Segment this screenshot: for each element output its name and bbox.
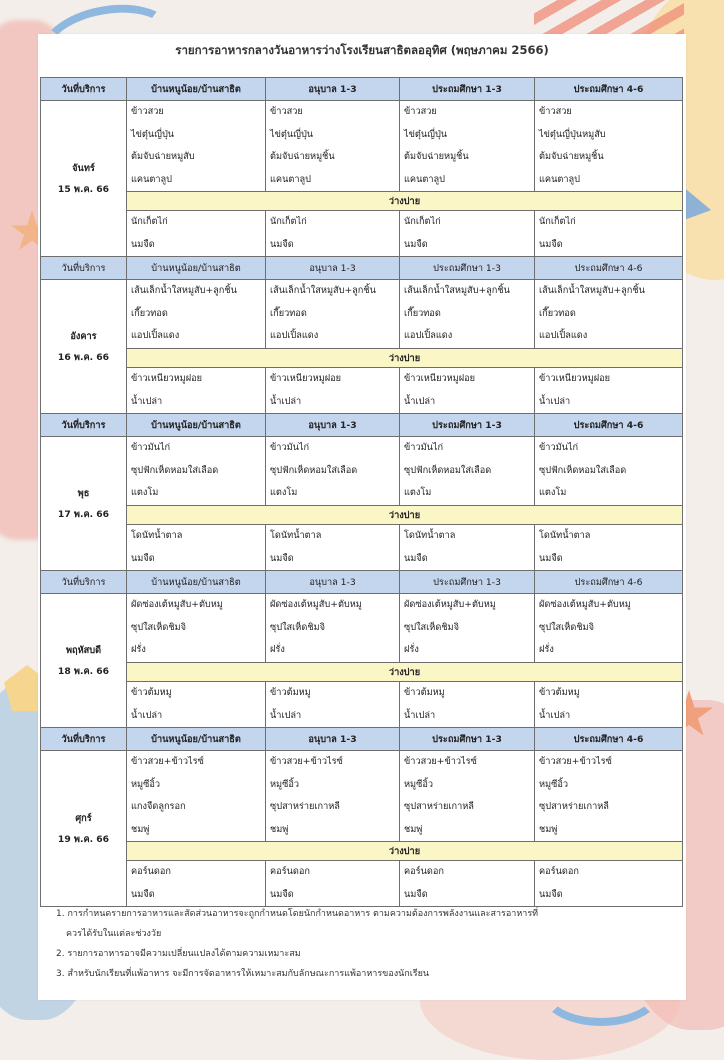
lunch-item: หมูซีอิ้ว xyxy=(404,778,434,790)
snack-cell xyxy=(400,861,535,907)
snack-item: น้ำเปล่า xyxy=(404,709,436,721)
lunch-cell xyxy=(266,101,400,192)
lunch-item: ซุปใสเห็ดชิมจิ xyxy=(539,621,594,633)
lunch-item: เกี๊ยวทอด xyxy=(131,307,168,319)
snack-cell xyxy=(400,211,535,257)
lunch-cell xyxy=(535,101,683,192)
lunch-item: แอปเปิ้ลแดง xyxy=(404,330,453,342)
lunch-cell xyxy=(266,280,400,349)
day-date: 15 พ.ค. 66 xyxy=(57,183,110,195)
lunch-item: แคนตาลูป xyxy=(539,173,580,185)
lunch-item: แกงจืดลูกรอก xyxy=(131,801,186,812)
snack-row xyxy=(41,368,683,414)
lunch-item: ไข่ตุ๋นญี่ปุ่น xyxy=(131,128,175,140)
lunch-item: แอปเปิ้ลแดง xyxy=(539,330,588,342)
note-1-cont: ควรได้รับในแต่ละช่วงวัย xyxy=(66,929,162,939)
lunch-item: เส้นเล็กน้ำใสหมูสับ+ลูกชิ้น xyxy=(270,285,376,297)
afternoon-row xyxy=(41,192,683,211)
afternoon-label: ว่างบ่าย xyxy=(127,663,683,682)
afternoon-row xyxy=(41,506,683,525)
snack-item: โดนัทน้ำตาล xyxy=(404,530,456,541)
snack-item: คอร์นดอก xyxy=(404,866,444,877)
header-col2: อนุบาล 1-3 xyxy=(266,414,400,437)
lunch-item: แตงโม xyxy=(539,487,567,499)
lunch-item: ชมพู่ xyxy=(131,823,150,835)
lunch-row xyxy=(41,594,683,663)
lunch-item: ข้าวสวย+ข้าวไรซ์ xyxy=(270,756,343,767)
snack-cell xyxy=(127,211,266,257)
snack-item: คอร์นดอก xyxy=(539,866,579,877)
lunch-item: ฝรั่ง xyxy=(539,644,554,656)
snack-cell xyxy=(400,682,535,728)
snack-item: น้ำเปล่า xyxy=(539,395,571,407)
lunch-item: ซุปสาหร่ายเกาหลี xyxy=(404,801,474,812)
snack-item: ข้าวเหนียวหมูฝอย xyxy=(131,373,203,384)
afternoon-row xyxy=(41,349,683,368)
snack-item: นมจืด xyxy=(131,552,155,564)
note-1: 1. การกำหนดรายการอาหารและสัดส่วนอาหารจะถูกกำหนดโดยนักกำหนดอาหาร ตามความต้องการพลังงานและสารอาหารที่ xyxy=(56,909,539,919)
lunch-cell xyxy=(127,437,266,506)
header-col1: บ้านหนูน้อย/บ้านสาธิต xyxy=(127,78,266,101)
lunch-item: ชมพู่ xyxy=(270,823,289,835)
lunch-item: ต้มจับฉ่ายหมูชิ้น xyxy=(539,151,604,162)
lunch-item: ซุปใสเห็ดชิมจิ xyxy=(270,621,325,633)
snack-cell xyxy=(535,211,683,257)
header-col0: วันที่บริการ xyxy=(41,257,127,280)
lunch-item: ข้าวสวย xyxy=(131,106,164,117)
header-col4: ประถมศึกษา 4-6 xyxy=(535,414,683,437)
day-cell xyxy=(41,437,127,571)
header-col0: วันที่บริการ xyxy=(41,571,127,594)
lunch-item: ผัดซ่องเต้หมูสับ+ตับหมู xyxy=(404,599,496,611)
header-col1: บ้านหนูน้อย/บ้านสาธิต xyxy=(127,571,266,594)
header-col2: อนุบาล 1-3 xyxy=(266,257,400,280)
notes xyxy=(56,904,666,984)
snack-item: นักเก็ตไก่ xyxy=(270,216,307,227)
snack-item: ข้าวเหนียวหมูฝอย xyxy=(270,373,342,384)
snack-item: คอร์นดอก xyxy=(270,866,310,877)
afternoon-row xyxy=(41,842,683,861)
snack-cell xyxy=(266,368,400,414)
snack-item: นมจืด xyxy=(270,552,294,564)
lunch-cell xyxy=(127,280,266,349)
lunch-cell xyxy=(266,437,400,506)
lunch-item: ต้มจับฉ่ายหมูชิ้น xyxy=(270,151,335,162)
header-col4: ประถมศึกษา 4-6 xyxy=(535,78,683,101)
lunch-item: ต้มจับฉ่ายหมูชิ้น xyxy=(404,151,469,162)
header-col3: ประถมศึกษา 1-3 xyxy=(400,257,535,280)
lunch-item: ซุปฟักเห็ดหอมใส่เลือด xyxy=(404,464,492,476)
snack-item: โดนัทน้ำตาล xyxy=(131,530,183,541)
lunch-item: ซุปฟักเห็ดหอมใส่เลือด xyxy=(270,464,358,476)
snack-item: ข้าวต้มหมู xyxy=(131,687,172,698)
snack-item: นักเก็ตไก่ xyxy=(131,216,168,227)
snack-row xyxy=(41,861,683,907)
afternoon-label: ว่างบ่าย xyxy=(127,192,683,211)
lunch-item: แคนตาลูป xyxy=(404,173,445,185)
snack-cell xyxy=(400,368,535,414)
menu-page xyxy=(38,34,686,1000)
snack-item: โดนัทน้ำตาล xyxy=(270,530,322,541)
snack-cell xyxy=(266,211,400,257)
header-col4: ประถมศึกษา 4-6 xyxy=(535,571,683,594)
snack-item: โดนัทน้ำตาล xyxy=(539,530,591,541)
lunch-item: เกี๊ยวทอด xyxy=(270,307,307,319)
header-col2: อนุบาล 1-3 xyxy=(266,728,400,751)
lunch-item: แอปเปิ้ลแดง xyxy=(131,330,180,342)
lunch-item: ฝรั่ง xyxy=(131,644,146,656)
lunch-item: ซุปฟักเห็ดหอมใส่เลือด xyxy=(131,464,219,476)
lunch-item: แตงโม xyxy=(404,487,432,499)
snack-item: น้ำเปล่า xyxy=(131,709,163,721)
afternoon-label: ว่างบ่าย xyxy=(127,349,683,368)
lunch-item: ข้าวสวย xyxy=(270,106,303,117)
lunch-item: เส้นเล็กน้ำใสหมูสับ+ลูกชิ้น xyxy=(131,285,237,297)
snack-cell xyxy=(127,525,266,571)
afternoon-row xyxy=(41,663,683,682)
day-name: พุธ xyxy=(77,487,90,499)
lunch-item: ไข่ตุ๋นญี่ปุ่นหมูสับ xyxy=(539,128,606,140)
lunch-cell xyxy=(400,751,535,842)
day-date: 19 พ.ค. 66 xyxy=(57,833,110,845)
snack-item: นักเก็ตไก่ xyxy=(539,216,576,227)
snack-item: ข้าวต้มหมู xyxy=(270,687,311,698)
lunch-item: เกี๊ยวทอด xyxy=(539,307,576,319)
lunch-item: ไข่ตุ๋นญี่ปุ่น xyxy=(270,128,314,140)
lunch-cell xyxy=(266,594,400,663)
afternoon-label: ว่างบ่าย xyxy=(127,506,683,525)
lunch-item: ซุปใสเห็ดชิมจิ xyxy=(131,621,186,633)
lunch-cell xyxy=(400,437,535,506)
lunch-cell xyxy=(535,594,683,663)
snack-cell xyxy=(266,682,400,728)
lunch-cell xyxy=(400,101,535,192)
lunch-item: เส้นเล็กน้ำใสหมูสับ+ลูกชิ้น xyxy=(539,285,645,297)
header-col4: ประถมศึกษา 4-6 xyxy=(535,257,683,280)
day-cell xyxy=(41,751,127,907)
header-col1: บ้านหนูน้อย/บ้านสาธิต xyxy=(127,728,266,751)
snack-cell xyxy=(127,682,266,728)
lunch-item: ผัดซ่องเต้หมูสับ+ตับหมู xyxy=(539,599,631,611)
lunch-item: ซุปสาหร่ายเกาหลี xyxy=(539,801,609,812)
page-title: รายการอาหารกลางวันอาหารว่างโรงเรียนสาธิตลออุทิศ (พฤษภาคม 2566) xyxy=(175,43,549,57)
day-name: อังคาร xyxy=(70,330,97,342)
day-cell xyxy=(41,594,127,728)
lunch-item: ซุปใสเห็ดชิมจิ xyxy=(404,621,459,633)
header-col0: วันที่บริการ xyxy=(41,414,127,437)
lunch-cell xyxy=(127,594,266,663)
day-name: จันทร์ xyxy=(72,162,95,174)
lunch-item: แตงโม xyxy=(131,487,159,499)
lunch-item: ต้มจับฉ่ายหมูสับ xyxy=(131,151,195,162)
note-2: 2. รายการอาหารอาจมีความเปลี่ยนแปลงได้ตามความเหมาะสม xyxy=(56,949,301,959)
snack-item: ข้าวต้มหมู xyxy=(404,687,445,698)
lunch-row xyxy=(41,101,683,192)
lunch-cell xyxy=(535,751,683,842)
lunch-item: เกี๊ยวทอด xyxy=(404,307,441,319)
lunch-item: หมูซีอิ้ว xyxy=(131,778,161,790)
lunch-cell xyxy=(535,437,683,506)
lunch-row xyxy=(41,280,683,349)
snack-item: น้ำเปล่า xyxy=(270,709,302,721)
lunch-item: ชมพู่ xyxy=(404,823,423,835)
lunch-item: หมูซีอิ้ว xyxy=(539,778,569,790)
lunch-cell xyxy=(266,751,400,842)
header-row xyxy=(41,728,683,751)
lunch-item: ข้าวสวย xyxy=(539,106,572,117)
snack-item: นมจืด xyxy=(539,888,563,900)
lunch-item: แอปเปิ้ลแดง xyxy=(270,330,319,342)
header-col3: ประถมศึกษา 1-3 xyxy=(400,571,535,594)
snack-item: ข้าวเหนียวหมูฝอย xyxy=(404,373,476,384)
snack-item: นมจืด xyxy=(131,238,155,250)
lunch-item: แคนตาลูป xyxy=(270,173,311,185)
lunch-item: ข้าวมันไก่ xyxy=(131,442,171,454)
snack-item: น้ำเปล่า xyxy=(131,395,163,407)
lunch-item: แตงโม xyxy=(270,487,298,499)
snack-cell xyxy=(127,861,266,907)
header-col2: อนุบาล 1-3 xyxy=(266,78,400,101)
lunch-item: ข้าวมันไก่ xyxy=(270,442,310,454)
snack-item: นมจืด xyxy=(270,888,294,900)
snack-cell xyxy=(400,525,535,571)
lunch-row xyxy=(41,751,683,842)
snack-cell xyxy=(127,368,266,414)
snack-item: นมจืด xyxy=(404,888,428,900)
header-row xyxy=(41,257,683,280)
day-date: 16 พ.ค. 66 xyxy=(57,351,110,363)
snack-item: นมจืด xyxy=(270,238,294,250)
snack-row xyxy=(41,525,683,571)
lunch-row xyxy=(41,437,683,506)
lunch-item: ฝรั่ง xyxy=(270,644,285,656)
header-col1: บ้านหนูน้อย/บ้านสาธิต xyxy=(127,257,266,280)
snack-item: นมจืด xyxy=(404,238,428,250)
lunch-cell xyxy=(535,280,683,349)
snack-row xyxy=(41,682,683,728)
snack-cell xyxy=(266,525,400,571)
snack-item: นมจืด xyxy=(131,888,155,900)
header-col3: ประถมศึกษา 1-3 xyxy=(400,414,535,437)
header-row xyxy=(41,414,683,437)
snack-item: น้ำเปล่า xyxy=(539,709,571,721)
header-col0: วันที่บริการ xyxy=(41,728,127,751)
day-date: 17 พ.ค. 66 xyxy=(57,508,110,520)
lunch-cell xyxy=(400,280,535,349)
header-col1: บ้านหนูน้อย/บ้านสาธิต xyxy=(127,414,266,437)
lunch-item: เส้นเล็กน้ำใสหมูสับ+ลูกชิ้น xyxy=(404,285,510,297)
day-name: พฤหัสบดี xyxy=(65,644,102,656)
note-3: 3. สำหรับนักเรียนที่แพ้อาหาร จะมีการจัดอาหารให้เหมาะสมกับลักษณะการแพ้อาหารของนักเรียน xyxy=(56,969,430,979)
snack-item: ข้าวเหนียวหมูฝอย xyxy=(539,373,611,384)
snack-cell xyxy=(535,861,683,907)
lunch-item: ซุปฟักเห็ดหอมใส่เลือด xyxy=(539,464,627,476)
afternoon-label: ว่างบ่าย xyxy=(127,842,683,861)
lunch-item: ข้าวสวย+ข้าวไรซ์ xyxy=(131,756,204,767)
snack-item: นมจืด xyxy=(539,552,563,564)
header-col3: ประถมศึกษา 1-3 xyxy=(400,78,535,101)
header-row xyxy=(41,78,683,101)
lunch-cell xyxy=(400,594,535,663)
header-row xyxy=(41,571,683,594)
lunch-item: ชมพู่ xyxy=(539,823,558,835)
snack-cell xyxy=(535,525,683,571)
lunch-item: ข้าวสวย+ข้าวไรซ์ xyxy=(404,756,477,767)
header-col4: ประถมศึกษา 4-6 xyxy=(535,728,683,751)
header-col2: อนุบาล 1-3 xyxy=(266,571,400,594)
snack-item: น้ำเปล่า xyxy=(404,395,436,407)
snack-item: คอร์นดอก xyxy=(131,866,171,877)
lunch-item: ผัดซ่องเต้หมูสับ+ตับหมู xyxy=(270,599,362,611)
day-cell xyxy=(41,280,127,414)
lunch-item: ข้าวมันไก่ xyxy=(404,442,444,454)
day-cell xyxy=(41,101,127,257)
header-col0: วันที่บริการ xyxy=(41,78,127,101)
snack-item: น้ำเปล่า xyxy=(270,395,302,407)
lunch-item: ข้าวสวย+ข้าวไรซ์ xyxy=(539,756,612,767)
lunch-item: ซุปสาหร่ายเกาหลี xyxy=(270,801,340,812)
lunch-item: แคนตาลูป xyxy=(131,173,172,185)
snack-item: นมจืด xyxy=(539,238,563,250)
lunch-item: ไข่ตุ๋นญี่ปุ่น xyxy=(404,128,448,140)
snack-cell xyxy=(266,861,400,907)
lunch-cell xyxy=(127,101,266,192)
snack-cell xyxy=(535,682,683,728)
lunch-item: ข้าวสวย xyxy=(404,106,437,117)
snack-item: นักเก็ตไก่ xyxy=(404,216,441,227)
day-name: ศุกร์ xyxy=(75,812,92,824)
lunch-item: หมูซีอิ้ว xyxy=(270,778,300,790)
menu-table xyxy=(40,77,683,907)
lunch-cell xyxy=(127,751,266,842)
header-col3: ประถมศึกษา 1-3 xyxy=(400,728,535,751)
snack-row xyxy=(41,211,683,257)
snack-item: นมจืด xyxy=(404,552,428,564)
day-date: 18 พ.ค. 66 xyxy=(57,665,110,677)
lunch-item: ผัดซ่องเต้หมูสับ+ตับหมู xyxy=(131,599,223,611)
snack-cell xyxy=(535,368,683,414)
lunch-item: ฝรั่ง xyxy=(404,644,419,656)
snack-item: ข้าวต้มหมู xyxy=(539,687,580,698)
lunch-item: ข้าวมันไก่ xyxy=(539,442,579,454)
